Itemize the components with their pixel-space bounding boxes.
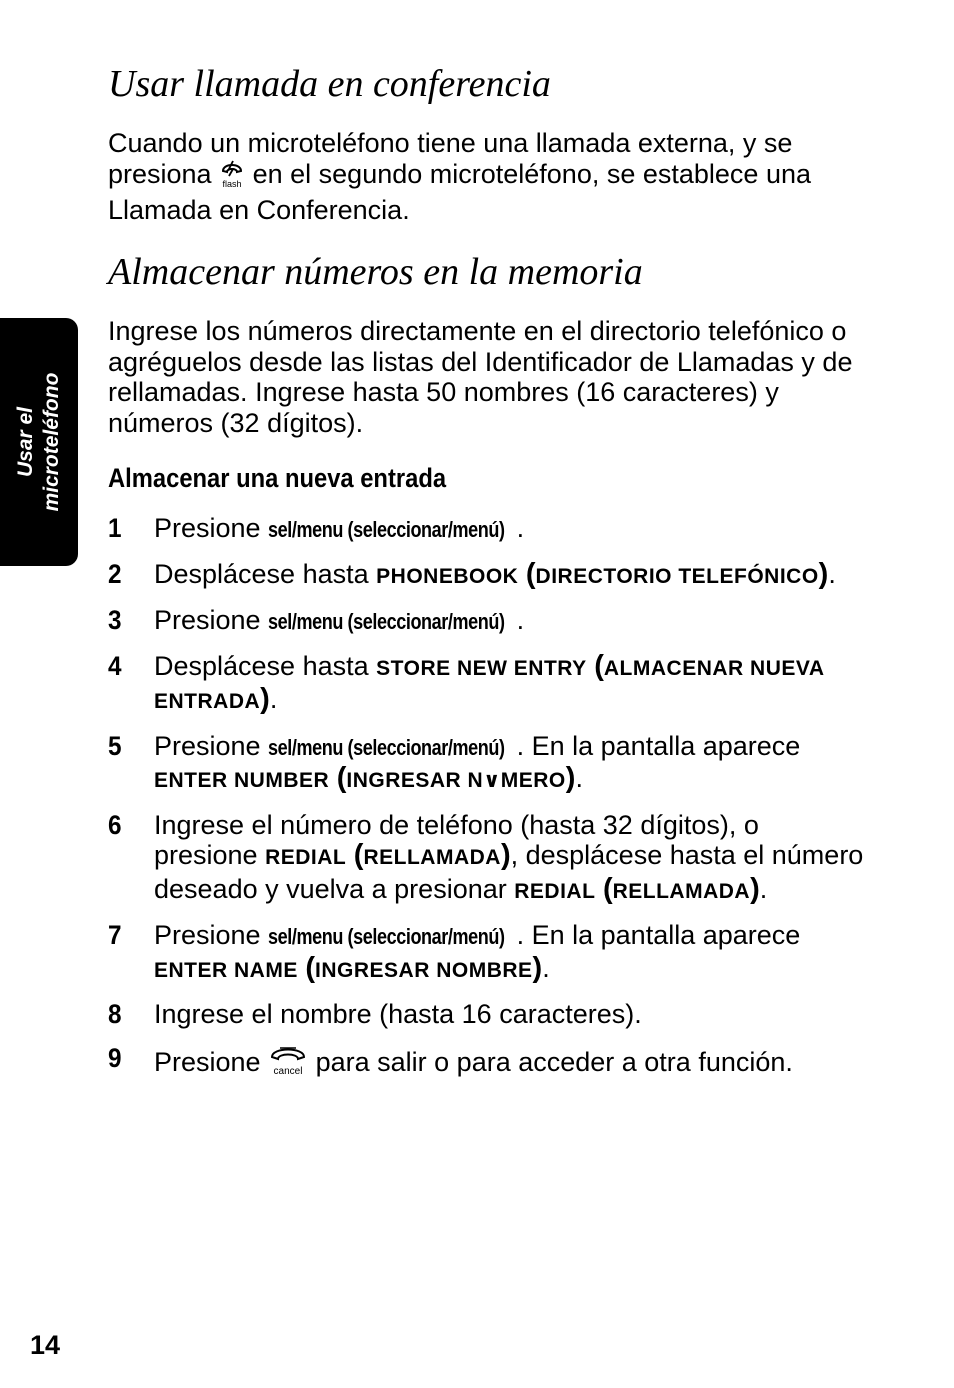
list-item: 8 Ingrese el nombre (hasta 16 caracteres). [108, 999, 642, 1029]
flash-key-icon [219, 159, 245, 196]
svg-text:flash: flash [222, 178, 242, 189]
list-item: 3 Presione sel/menu (seleccionar/menú) . [108, 605, 868, 638]
svg-text:cancel: cancel [273, 1065, 303, 1077]
side-tab [0, 318, 78, 566]
steps-list [108, 513, 868, 1083]
sel-menu-key: sel/menu (seleccionar/menú) [268, 924, 505, 949]
section-title-memory: Almacenar números en la memoria [108, 251, 643, 293]
list-item: 2 Desplácese hasta PHONEBOOK (DIRECTORIO TELEFÓNICO). [108, 557, 836, 590]
memory-paragraph: Ingrese los números directamente en el directorio telefónico o agréguelos desde las listas del Identificador de Llamadas y de rellamadas. Ingrese hasta 50 nombres (16 caracteres) y números (32 dígitos). [108, 316, 853, 438]
cancel-key-icon [268, 1043, 308, 1084]
list-item: 1 Presione sel/menu (seleccionar/menú) . [108, 513, 868, 546]
list-item: 7 Presione sel/menu (seleccionar/menú) . En la pantalla aparece ENTER NAME (INGRESAR NOMBRE). [108, 920, 801, 984]
list-item: 6 Ingrese el número de teléfono (hasta 32 dígitos), o presione REDIAL (RELLAMADA), desplácese hasta el número deseado y vuelva a presionar REDIAL (RELLAMADA). [108, 809, 864, 905]
side-tab-label: Usar el microteléfono [14, 372, 63, 512]
subsection-title: Almacenar una nueva entrada [108, 463, 447, 493]
sel-menu-key: sel/menu (seleccionar/menú) [268, 517, 505, 542]
sel-menu-key: sel/menu (seleccionar/menú) [268, 609, 505, 634]
conference-paragraph: Cuando un microteléfono tiene una llamada externa, y se presiona flash en el segundo microteléfono, se establece una Llamada en Conferencia. [108, 128, 811, 225]
sel-menu-key: sel/menu (seleccionar/menú) [268, 734, 505, 760]
list-item: 5 Presione sel/menu (seleccionar/menú) . En la pantalla aparece ENTER NUMBER (INGRESAR N∨MERO). [108, 730, 801, 794]
list-item: 4 Desplácese hasta STORE NEW ENTRY (ALMACENAR NUEVA ENTRADA). [108, 649, 824, 715]
page-number: 14 [30, 1330, 61, 1360]
section-title-conference: Usar llamada en conferencia [108, 63, 551, 105]
list-item: 9 Presione cancel para salir o para acceder a otra función. [108, 1043, 868, 1084]
